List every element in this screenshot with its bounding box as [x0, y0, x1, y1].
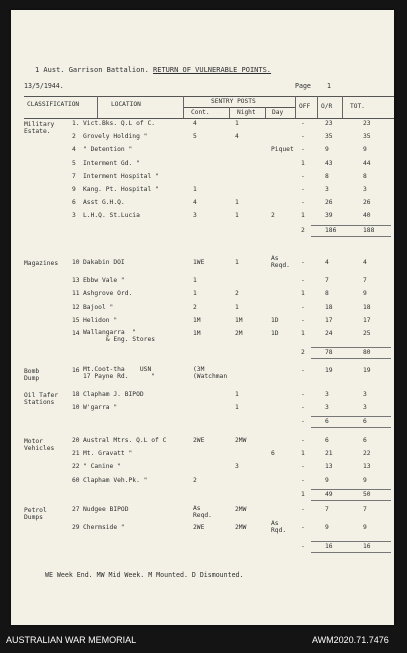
- cell-or: 19: [325, 367, 333, 374]
- cell-or: 17: [325, 316, 333, 324]
- cell-off: -: [301, 303, 305, 311]
- cell-off: -: [301, 120, 305, 127]
- subtotal-tot: 80: [363, 349, 371, 357]
- cell-loc: Mt. Gravatt ": [83, 450, 133, 458]
- cell-night: 4: [235, 133, 239, 141]
- subtotal-or: 16: [325, 543, 333, 551]
- cell-or: 9: [325, 476, 329, 484]
- cell-loc: " Detention ": [83, 146, 133, 154]
- cell-night: 2M: [235, 330, 243, 337]
- page-label: Page: [295, 82, 311, 90]
- cell-tot: 19: [363, 367, 371, 374]
- cell-cont: 2: [193, 476, 197, 484]
- cell-off: -: [301, 476, 305, 484]
- cell-no: 10: [72, 404, 80, 412]
- cell-cont: 1M: [193, 316, 201, 324]
- cell-day: 2: [271, 212, 275, 220]
- subtotal-off: -: [301, 543, 305, 551]
- cell-night: 1: [235, 404, 239, 412]
- cell-tot: 8: [363, 172, 367, 180]
- cell-no: 4: [72, 146, 76, 154]
- cell-off: -: [301, 259, 305, 266]
- table-row: [11, 255, 394, 269]
- subtotal-tot: 50: [363, 490, 371, 498]
- archive-footer: [0, 632, 407, 653]
- cell-tot: 26: [363, 199, 371, 207]
- cell-tot: 13: [363, 463, 371, 471]
- cell-tot: 9: [363, 524, 367, 532]
- cell-loc: Vict.Bks. Q.L of C.: [83, 120, 156, 127]
- table-row: [11, 329, 394, 343]
- footer-catalogue-id: AWM2020.71.7476: [312, 635, 389, 645]
- cell-tot: 44: [363, 159, 371, 167]
- table-row: [11, 505, 394, 519]
- cell-no: 3: [72, 212, 76, 220]
- col-divider: [183, 96, 184, 118]
- page-number: 1: [327, 82, 331, 90]
- subtotal-rule: [311, 347, 391, 348]
- col-divider: [342, 96, 343, 118]
- cell-tot: 3: [363, 404, 367, 412]
- cell-off: -: [301, 172, 305, 180]
- col-location: LOCATION: [111, 101, 141, 108]
- cell-off: -: [301, 506, 305, 513]
- col-night: Night: [237, 109, 256, 116]
- section-category: Military Estate.: [24, 121, 55, 135]
- cell-tot: 22: [363, 450, 371, 458]
- cell-no: 20: [72, 437, 80, 444]
- cell-loc: Austral Mtrs. Q.L of C: [83, 437, 167, 444]
- cell-loc: Chermside ": [83, 524, 125, 532]
- cell-night: 1: [235, 120, 239, 127]
- table-row: [11, 120, 394, 130]
- return-heading: [35, 67, 271, 74]
- subtotal-or: 6: [325, 418, 329, 426]
- cell-or: 24: [325, 330, 333, 337]
- cell-off: -: [301, 463, 305, 471]
- cell-no: 21: [72, 450, 80, 458]
- cell-or: 9: [325, 524, 329, 532]
- cell-off: -: [301, 367, 305, 374]
- cell-cont: 1: [193, 186, 197, 193]
- cell-or: 8: [325, 172, 329, 180]
- cell-tot: 3: [363, 186, 367, 193]
- document-date: 13/5/1944.: [24, 82, 64, 90]
- cell-cont: 3: [193, 212, 197, 220]
- cell-cont: 4: [193, 120, 197, 127]
- col-divider: [295, 96, 296, 118]
- cell-tot: 9: [363, 146, 367, 154]
- cell-loc: W'garra ": [83, 404, 118, 412]
- cell-or: 13: [325, 463, 333, 471]
- cell-loc: Interment Hospital ": [83, 172, 159, 180]
- footer-institution: AUSTRALIAN WAR MEMORIAL: [6, 635, 137, 645]
- subtotal-off: -: [301, 418, 305, 426]
- cell-loc: Helidon ": [83, 316, 118, 324]
- cell-tot: 18: [363, 303, 371, 311]
- col-divider: [97, 96, 98, 118]
- cell-loc: Asst G.H.Q.: [83, 199, 125, 207]
- table-row: [11, 277, 394, 287]
- col-or: O/R: [321, 103, 333, 110]
- cell-no: 22: [72, 463, 80, 471]
- cell-cont: 4: [193, 199, 197, 207]
- subtotal-rule: [311, 358, 391, 359]
- cell-loc: Kang. Pt. Hospital ": [83, 186, 159, 193]
- table-row: [11, 186, 394, 196]
- cell-or: 26: [325, 199, 333, 207]
- cell-night: 1: [235, 199, 239, 207]
- cell-loc: Nudgee BIPOD: [83, 506, 129, 513]
- cell-tot: 35: [363, 133, 371, 141]
- subtotal-rule: [311, 489, 391, 490]
- table-row: [11, 160, 394, 170]
- subtotal-tot: 188: [363, 226, 375, 234]
- cell-night: 1M: [235, 316, 243, 324]
- cell-night: 1: [235, 303, 239, 311]
- cell-or: 8: [325, 290, 329, 298]
- table-row: [11, 199, 394, 209]
- header-bottom-rule: [24, 118, 394, 119]
- cell-tot: 3: [363, 391, 367, 398]
- cell-off: -: [301, 146, 305, 154]
- cell-day: Piquet: [271, 146, 294, 154]
- table-row: [11, 366, 394, 380]
- section-category: Magazines: [24, 260, 59, 267]
- cell-off: 1: [301, 330, 305, 337]
- cell-tot: 7: [363, 277, 367, 285]
- section-category: Motor Vehicles: [24, 438, 55, 452]
- cell-cont: 2: [193, 303, 197, 311]
- table-row: [11, 391, 394, 401]
- subtotal-or: 186: [325, 226, 337, 234]
- col-tot: TOT.: [350, 103, 365, 110]
- cell-tot: 25: [363, 330, 371, 337]
- cell-loc: Clapham Veh.Pk. ": [83, 476, 148, 484]
- cell-off: -: [301, 133, 305, 141]
- cell-loc: L.H.Q. St.Lucia: [83, 212, 140, 220]
- cell-loc: Wallangarra " & Eng. Stores: [83, 329, 156, 343]
- cell-or: 35: [325, 133, 333, 141]
- cell-off: 1: [301, 159, 305, 167]
- cell-no: 10: [72, 259, 80, 266]
- cell-loc: Bajool ": [83, 303, 114, 311]
- cell-loc: Ashgrove Ord.: [83, 290, 133, 298]
- cell-night: 2MW: [235, 437, 247, 444]
- table-row: [11, 404, 394, 414]
- subtotal-rule: [311, 416, 391, 417]
- table-row: [11, 520, 394, 534]
- cell-no: 6: [72, 199, 76, 207]
- cell-or: 23: [325, 120, 333, 127]
- header-top-rule: [24, 96, 394, 97]
- return-title: RETURN OF VULNERABLE POINTS.: [153, 66, 272, 74]
- cell-night: 3: [235, 463, 239, 471]
- section-category: Oil Tafer Stations: [24, 392, 59, 406]
- cell-cont: As Reqd.: [193, 505, 212, 519]
- cell-day: As Rqd.: [271, 520, 287, 534]
- col-cont: Cont.: [191, 109, 210, 116]
- cell-no: 29: [72, 524, 80, 532]
- cell-no: 7: [72, 172, 76, 180]
- cell-or: 18: [325, 303, 333, 311]
- cell-tot: 40: [363, 212, 371, 220]
- subtotal-rule: [311, 500, 391, 501]
- cell-or: 3: [325, 186, 329, 193]
- cell-no: 13: [72, 277, 80, 285]
- table-row: [11, 212, 394, 222]
- cell-cont: 2WE: [193, 437, 205, 444]
- table-row: [11, 450, 394, 460]
- cell-day: As Reqd.: [271, 255, 290, 269]
- cell-no: 18: [72, 391, 80, 398]
- subtotal-tot: 6: [363, 418, 367, 426]
- cell-no: 15: [72, 316, 80, 324]
- cell-tot: 17: [363, 316, 371, 324]
- cell-or: 4: [325, 259, 329, 266]
- cell-cont: 2WE: [193, 524, 205, 532]
- cell-off: -: [301, 391, 305, 398]
- cell-tot: 9: [363, 290, 367, 298]
- cell-off: -: [301, 277, 305, 285]
- cell-loc: Mt.Coot-tha USN 17 Payne Rd. ": [83, 366, 156, 380]
- cell-no: 14: [72, 330, 80, 337]
- cell-cont: 5: [193, 133, 197, 141]
- cell-cont: (3M (Watchman: [193, 366, 228, 380]
- table-row: [11, 304, 394, 314]
- subtotal-off: 2: [301, 226, 305, 234]
- col-day: Day: [272, 109, 284, 116]
- subtotal-rule: [311, 541, 391, 542]
- document-page: [11, 10, 394, 625]
- cell-or: 3: [325, 391, 329, 398]
- cell-night: 2MW: [235, 524, 247, 532]
- cell-loc: Interment Gd. ": [83, 159, 140, 167]
- cell-or: 6: [325, 437, 329, 444]
- cell-no: 9: [72, 186, 76, 193]
- cell-no: 16: [72, 367, 80, 374]
- col-divider: [317, 96, 318, 118]
- col-off: OFF: [299, 103, 311, 110]
- col-classification: CLASSIFICATION: [27, 101, 80, 108]
- col-divider: [265, 107, 266, 118]
- subtotal-rule: [311, 552, 391, 553]
- legend: WE Week End. MW Mid Week. M Mounted. D Dismounted.: [45, 571, 244, 579]
- cell-off: -: [301, 524, 305, 532]
- cell-loc: Clapham J. BIPOD: [83, 391, 144, 398]
- cell-no: 11: [72, 290, 80, 298]
- cell-off: -: [301, 437, 305, 444]
- cell-or: 39: [325, 212, 333, 220]
- cell-tot: 6: [363, 437, 367, 444]
- cell-or: 7: [325, 506, 329, 513]
- table-row: [11, 437, 394, 447]
- cell-or: 43: [325, 159, 333, 167]
- cell-loc: Grovely Holding ": [83, 133, 148, 141]
- cell-loc: Dakabin DOI: [83, 259, 125, 266]
- subtotal-tot: 16: [363, 543, 371, 551]
- cell-or: 7: [325, 277, 329, 285]
- cell-off: 1: [301, 450, 305, 458]
- cell-day: 6: [271, 450, 275, 458]
- cell-night: 2MW: [235, 506, 247, 513]
- unit-name: 1 Aust. Garrison Battalion.: [35, 66, 149, 74]
- cell-day: 1D: [271, 316, 279, 324]
- table-row: [11, 290, 394, 300]
- cell-cont: 1M: [193, 330, 201, 337]
- cell-tot: 9: [363, 476, 367, 484]
- cell-night: 1: [235, 259, 239, 266]
- cell-off: -: [301, 404, 305, 412]
- cell-tot: 23: [363, 120, 371, 127]
- cell-cont: 1: [193, 290, 197, 298]
- subtotal-off: 2: [301, 349, 305, 357]
- col-sentry-posts: SENTRY POSTS: [211, 98, 256, 105]
- cell-no: 27: [72, 506, 80, 513]
- cell-off: -: [301, 199, 305, 207]
- cell-or: 3: [325, 404, 329, 412]
- table-row: [11, 133, 394, 143]
- subtotal-off: 1: [301, 490, 305, 498]
- section-category: Petrol Dumps: [24, 507, 47, 521]
- sentry-subrule: [183, 107, 295, 108]
- cell-no: 2: [72, 133, 76, 141]
- cell-or: 21: [325, 450, 333, 458]
- cell-no: 1.: [72, 120, 80, 127]
- cell-tot: 7: [363, 506, 367, 513]
- table-row: [11, 463, 394, 473]
- cell-no: 60: [72, 476, 80, 484]
- table-row: [11, 146, 394, 156]
- table-row: [11, 317, 394, 327]
- subtotal-rule: [311, 225, 391, 226]
- cell-off: 1: [301, 212, 305, 220]
- cell-or: 9: [325, 146, 329, 154]
- cell-night: 2: [235, 290, 239, 298]
- cell-cont: 1WE: [193, 259, 205, 266]
- cell-night: 1: [235, 212, 239, 220]
- cell-day: 1D: [271, 330, 279, 337]
- cell-no: 12: [72, 303, 80, 311]
- col-divider: [229, 107, 230, 118]
- subtotal-rule: [311, 427, 391, 428]
- cell-night: 1: [235, 391, 239, 398]
- section-category: Bomb Dump: [24, 368, 40, 382]
- cell-off: 1: [301, 290, 305, 298]
- cell-loc: " Canine ": [83, 463, 121, 471]
- subtotal-or: 49: [325, 490, 333, 498]
- cell-cont: 1: [193, 277, 197, 285]
- table-row: [11, 173, 394, 183]
- cell-loc: Ebbw Vale ": [83, 277, 125, 285]
- table-row: [11, 477, 394, 487]
- subtotal-rule: [311, 236, 391, 237]
- cell-no: 5: [72, 159, 76, 167]
- cell-off: -: [301, 316, 305, 324]
- cell-off: -: [301, 186, 305, 193]
- cell-tot: 4: [363, 259, 367, 266]
- subtotal-or: 78: [325, 349, 333, 357]
